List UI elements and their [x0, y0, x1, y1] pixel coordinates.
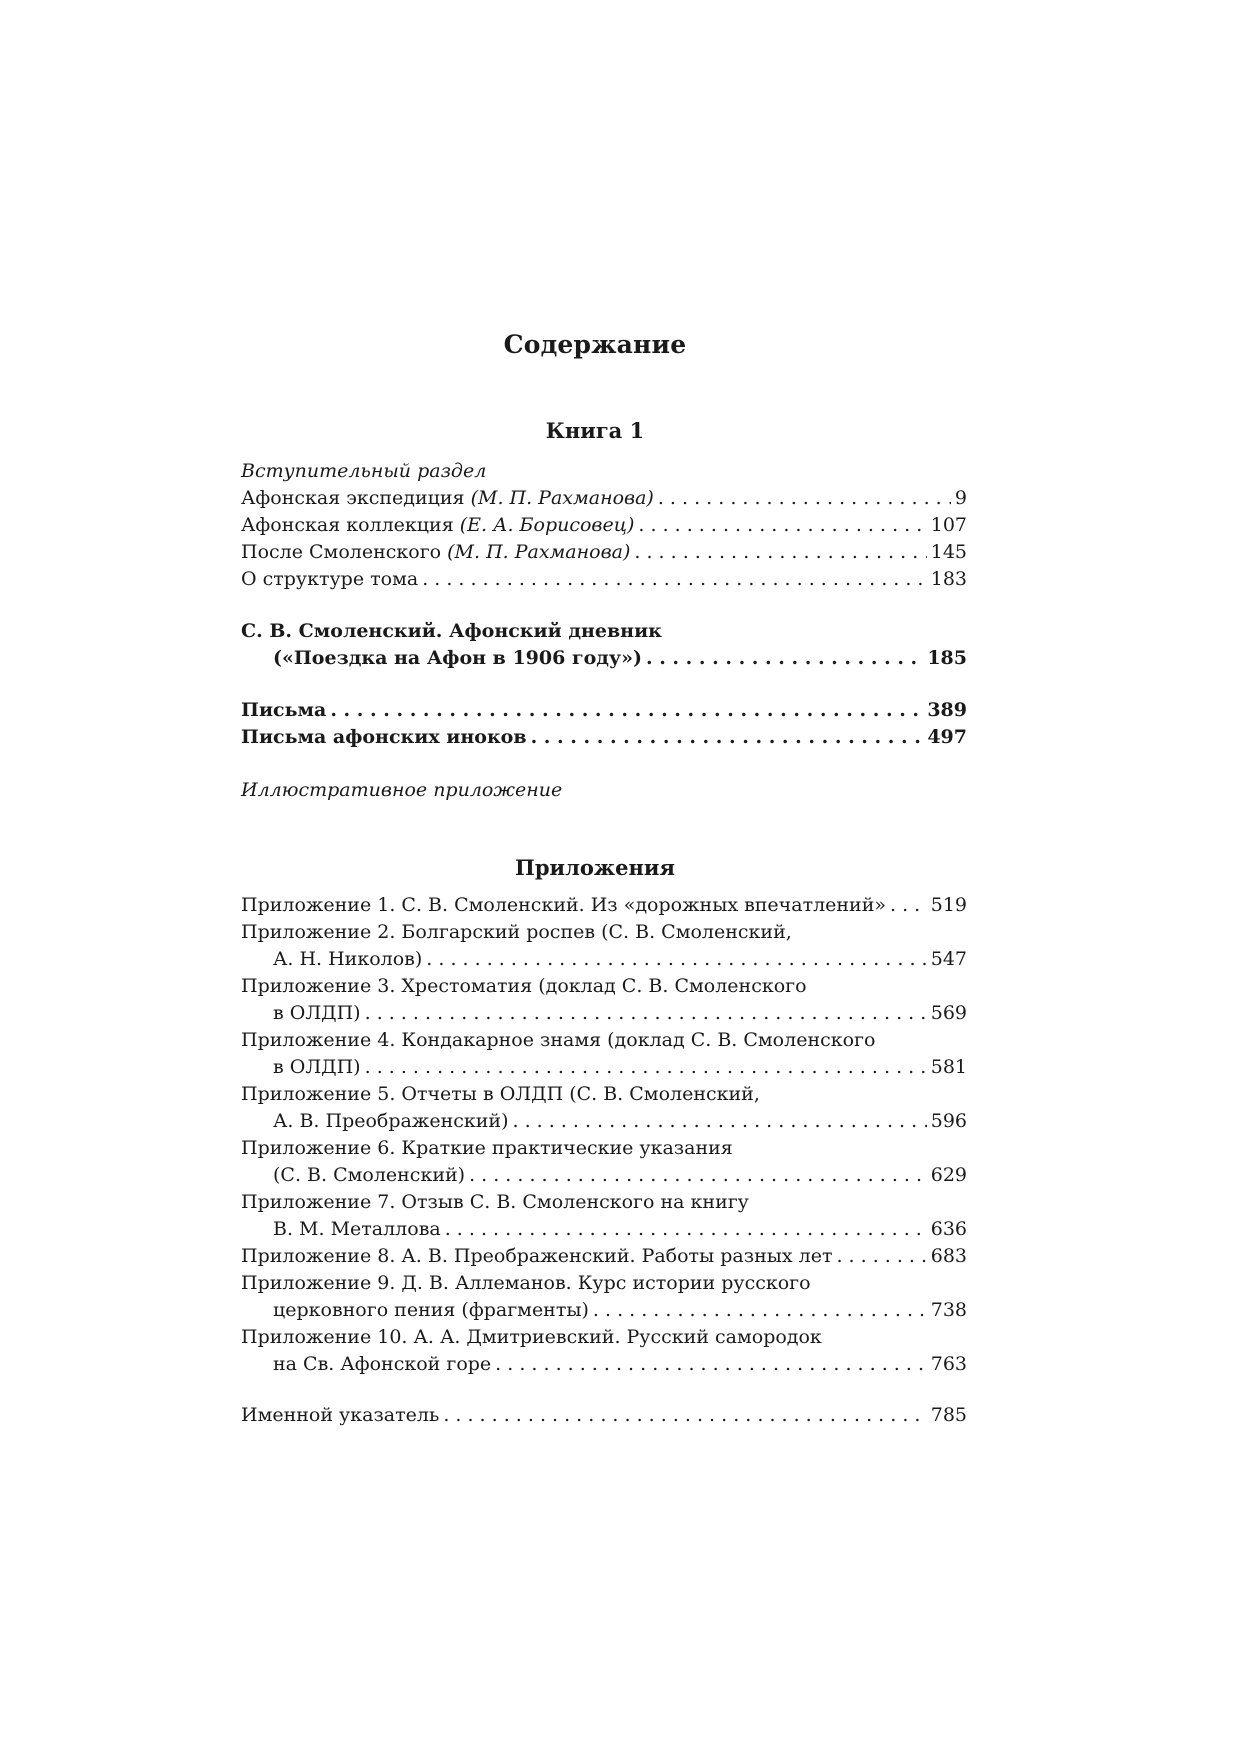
leader-dots	[890, 892, 927, 919]
appendix-entry-line1[interactable]: Приложение 4. Кондакарное знамя (доклад С. В. Смоленского	[241, 1029, 876, 1051]
appendix-entry-line1[interactable]: Приложение 5. Отчеты в ОЛДП (С. В. Смоленский,	[241, 1083, 760, 1105]
leader-dots	[593, 1297, 927, 1324]
appendix-entry-line1[interactable]: Приложение 6. Краткие практические указания	[241, 1137, 733, 1159]
entry-title: церковного пения (фрагменты)	[273, 1297, 593, 1324]
page-number: 636	[927, 1216, 967, 1243]
page-title: Содержание	[503, 330, 687, 359]
page-number: 9	[951, 485, 967, 512]
appendix-entry-line1[interactable]: Приложение 2. Болгарский роспев (С. В. Смоленский,	[241, 921, 792, 943]
leader-dots	[445, 1216, 927, 1243]
entry-title: в ОЛДП)	[273, 1054, 365, 1081]
leader-dots	[658, 485, 951, 512]
leader-dots	[426, 946, 926, 973]
entry-title: Именной указатель	[241, 1402, 443, 1429]
toc-entry-index[interactable]	[241, 1402, 967, 1429]
illustrations-label[interactable]: Иллюстративное приложение	[241, 779, 563, 801]
page-number: 569	[927, 1000, 967, 1027]
toc-entry[interactable]	[241, 539, 967, 566]
entry-title: («Поездка на Афон в 1906 году»)	[273, 645, 646, 672]
page-number: 581	[927, 1054, 967, 1081]
appendix-entry[interactable]	[241, 892, 967, 919]
entry-title: (С. В. Смоленский)	[273, 1162, 469, 1189]
entry-title: Афонская экспедиция	[241, 487, 471, 509]
page-number: 107	[927, 512, 967, 539]
leader-dots	[634, 539, 926, 566]
book1-toc	[241, 458, 967, 804]
entry-author: (М. П. Рахманова)	[470, 487, 654, 509]
appendix-entry[interactable]	[241, 1162, 967, 1189]
entry-title: Приложение 8. А. В. Преображенский. Работы разных лет	[241, 1243, 836, 1270]
toc-entry[interactable]	[241, 485, 967, 512]
appendix-entry-line1[interactable]: Приложение 7. Отзыв С. В. Смоленского на книгу	[241, 1191, 749, 1213]
leader-dots	[365, 1000, 927, 1027]
entry-title: на Св. Афонской горе	[273, 1351, 495, 1378]
page-number: 683	[927, 1243, 967, 1270]
entry-title: в ОЛДП)	[273, 1000, 365, 1027]
toc-entry[interactable]	[241, 566, 967, 593]
appendix-entry[interactable]	[241, 1000, 967, 1027]
leader-dots	[365, 1054, 927, 1081]
page-number: 596	[927, 1108, 967, 1135]
leader-dots	[469, 1162, 927, 1189]
toc-entry-letters[interactable]	[241, 697, 967, 724]
entry-title: Афонская коллекция	[241, 514, 460, 536]
appendix-entry[interactable]	[241, 1243, 967, 1270]
intro-section-label: Вступительный раздел	[241, 460, 487, 482]
appendix-entry[interactable]	[241, 1351, 967, 1378]
entry-title: А. В. Преображенский)	[273, 1108, 513, 1135]
entry-title: Письма афонских иноков	[241, 724, 531, 751]
toc-entry[interactable]	[241, 512, 967, 539]
page-number: 519	[927, 892, 967, 919]
appendix-entry[interactable]	[241, 1054, 967, 1081]
leader-dots	[513, 1108, 927, 1135]
toc-entry-monks-letters[interactable]	[241, 724, 967, 751]
appendix-entry[interactable]	[241, 1297, 967, 1324]
appendix-entry[interactable]	[241, 946, 967, 973]
diary-title-line1[interactable]: С. В. Смоленский. Афонский дневник	[241, 620, 662, 642]
leader-dots	[646, 645, 923, 672]
toc-entry-diary[interactable]	[241, 645, 967, 672]
appendix-entry-line1[interactable]: Приложение 9. Д. В. Аллеманов. Курс истории русского	[241, 1272, 811, 1294]
page-number: 145	[927, 539, 967, 566]
page-number: 738	[927, 1297, 967, 1324]
entry-title: После Смоленского	[241, 541, 448, 563]
entry-title: О структуре тома	[241, 568, 419, 590]
entry-author: (Е. А. Борисовец)	[459, 514, 635, 536]
appendices-heading: Приложения	[515, 855, 675, 880]
entry-author: (М. П. Рахманова)	[447, 541, 631, 563]
appendix-entry[interactable]	[241, 1216, 967, 1243]
leader-dots	[836, 1243, 926, 1270]
page-number: 785	[927, 1402, 967, 1429]
leader-dots	[638, 512, 926, 539]
leader-dots	[330, 697, 923, 724]
appendix-entry-line1[interactable]: Приложение 10. А. А. Дмитриевский. Русский самородок	[241, 1326, 822, 1348]
appendices-toc	[241, 892, 967, 1429]
appendix-entry[interactable]	[241, 1108, 967, 1135]
page-number: 185	[923, 645, 967, 672]
entry-title: В. М. Металлова	[273, 1216, 445, 1243]
page-number: 183	[927, 566, 967, 593]
entry-title: А. Н. Николов)	[273, 946, 426, 973]
page-number: 497	[923, 724, 967, 751]
entry-title: Приложение 1. С. В. Смоленский. Из «дорожных впечатлений»	[241, 892, 890, 919]
leader-dots	[422, 566, 927, 593]
leader-dots	[443, 1402, 926, 1429]
appendix-entry-line1[interactable]: Приложение 3. Хрестоматия (доклад С. В. Смоленского	[241, 975, 807, 997]
entry-title: Письма	[241, 697, 330, 724]
book1-heading: Книга 1	[545, 418, 645, 443]
page-number: 389	[923, 697, 967, 724]
page-number: 763	[927, 1351, 967, 1378]
page-number: 547	[927, 946, 967, 973]
leader-dots	[495, 1351, 927, 1378]
leader-dots	[531, 724, 924, 751]
page-number: 629	[927, 1162, 967, 1189]
